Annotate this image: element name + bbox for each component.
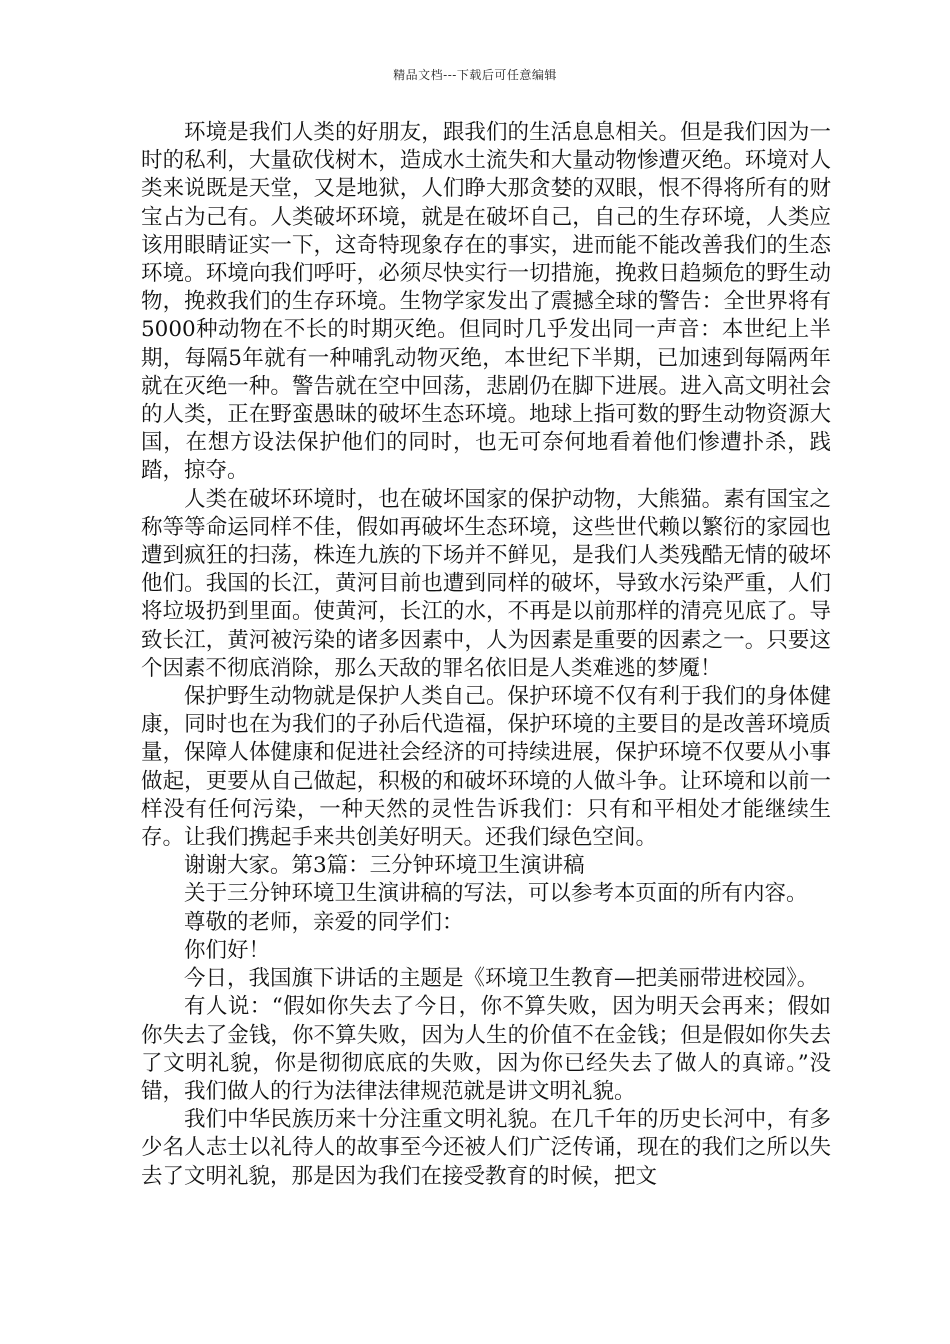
paragraph-3: 保护野生动物就是保护人类自己。保护环境不仅有利于我们的身体健康，同时也在为我们的子孙后代造福，保护环境的主要目的是改善环境质量，保障人体健康和促进社会经济的可持续进展，保护环境不仅要从小事做起，更要从自己做起，积极的和破坏环境的人做斗争。让环境和以前一样没有任何污染，一种天然的灵性告诉我们：只有和平相处才能继续生存。让我们携起手来共创美好明天。还我们绿色空间。 <box>141 684 831 851</box>
page-header: 精品文档---下载后可任意编辑 <box>393 68 557 82</box>
paragraph-2: 人类在破坏环境时，也在破坏国家的保护动物，大熊猫。素有国宝之称等等命运同样不佳，假如再破坏生态环境，这些世代赖以繁衍的家园也遭到疯狂的扫荡，株连九族的下场并不鲜见，是我们人类残酷无情的破坏他们。我国的长江，黄河目前也遭到同样的破坏，导致水污染严重，人们将垃圾扔到里面。使黄河，长江的水，不再是以前那样的清亮见底了。导致长江，黄河被污染的诸多因素中，人为因素是重要的因素之一。只要这个因素不彻底消除，那么天敌的罪名依旧是人类难逃的梦魇！ <box>141 486 831 681</box>
paragraph-10: 我们中华民族历来十分注重文明礼貌。在几千年的历史长河中，有多少名人志士以礼待人的故事至今还被人们广泛传诵，现在的我们之所以失去了文明礼貌，那是因为我们在接受教育的时候，把文 <box>141 1107 831 1189</box>
paragraph-1: 环境是我们人类的好朋友，跟我们的生活息息相关。但是我们因为一时的私利，大量砍伐树木，造成水土流失和大量动物惨遭灭绝。环境对人类来说既是天堂，又是地狱，人们睁大那贪婪的双眼，恨不得将所有的财宝占为己有。人类破坏环境，就是在破坏自己，自己的生存环境，人类应该用眼睛证实一下，这奇特现象存在的事实，进而能不能改善我们的生态环境。环境向我们呼吁，必须尽快实行一切措施，挽救日趋频危的野生动物，挽救我们的生存环境。生物学家发出了震撼全球的警告：全世界将有5000种动物在不长的时期灭绝。但同时几乎发出同一声音：本世纪上半期，每隔5年就有一种哺乳动物灭绝，本世纪下半期，已加速到每隔两年就在灭绝一种。警告就在空中回荡，悲剧仍在脚下进展。进入高文明社会的人类，正在野蛮愚昧的破坏生态环境。地球上指可数的野生动物资源大国，在想方设法保护他们的同时，也无可奈何地看着他们惨遭扑杀，践踏，掠夺。 <box>141 120 831 484</box>
paragraph-6: 尊敬的老师，亲爱的同学们： <box>184 909 464 935</box>
paragraph-7: 你们好！ <box>184 937 271 963</box>
document-body <box>141 119 831 1191</box>
paragraph-9: 有人说：“假如你失去了今日，你不算失败，因为明天会再来；假如你失去了金钱，你不算失败，因为人生的价值不在金钱；但是假如你失去了文明礼貌，你是彻彻底底的失败，因为你已经失去了做人的真谛。”没错，我们做人的行为法律法律规范就是讲文明礼貌。 <box>141 994 831 1104</box>
paragraph-4: 谢谢大家。第3篇：三分钟环境卫生演讲稿 <box>184 853 585 879</box>
paragraph-8: 今日，我国旗下讲话的主题是《环境卫生教育—把美丽带进校园》。 <box>184 966 819 992</box>
paragraph-5: 关于三分钟环境卫生演讲稿的写法，可以参考本页面的所有内容。 <box>184 881 808 907</box>
